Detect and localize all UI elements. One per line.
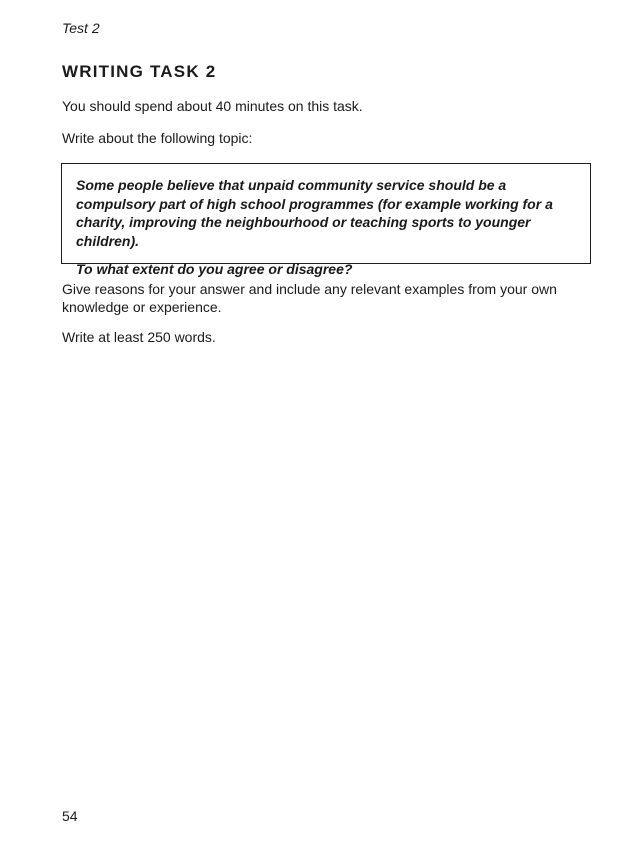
time-instruction: You should spend about 40 minutes on this task.: [62, 98, 363, 114]
task-heading: WRITING TASK 2: [62, 62, 217, 81]
page-number: 54: [62, 808, 78, 824]
reasons-instruction: Give reasons for your answer and include any relevant examples from your own knowledge or experience.: [62, 281, 557, 315]
topic-instruction: Write about the following topic:: [62, 130, 253, 146]
prompt-statement: Some people believe that unpaid community service should be a compulsory part of high school programmes (for example working for a charity, improving the neighbourhood or teaching sports to younger children).: [76, 177, 553, 249]
essay-prompt-box: [61, 163, 591, 277]
word-count-instruction: Write at least 250 words.: [62, 329, 216, 345]
running-head: Test 2: [62, 20, 100, 36]
prompt-question: To what extent do you agree or disagree?: [76, 261, 353, 277]
